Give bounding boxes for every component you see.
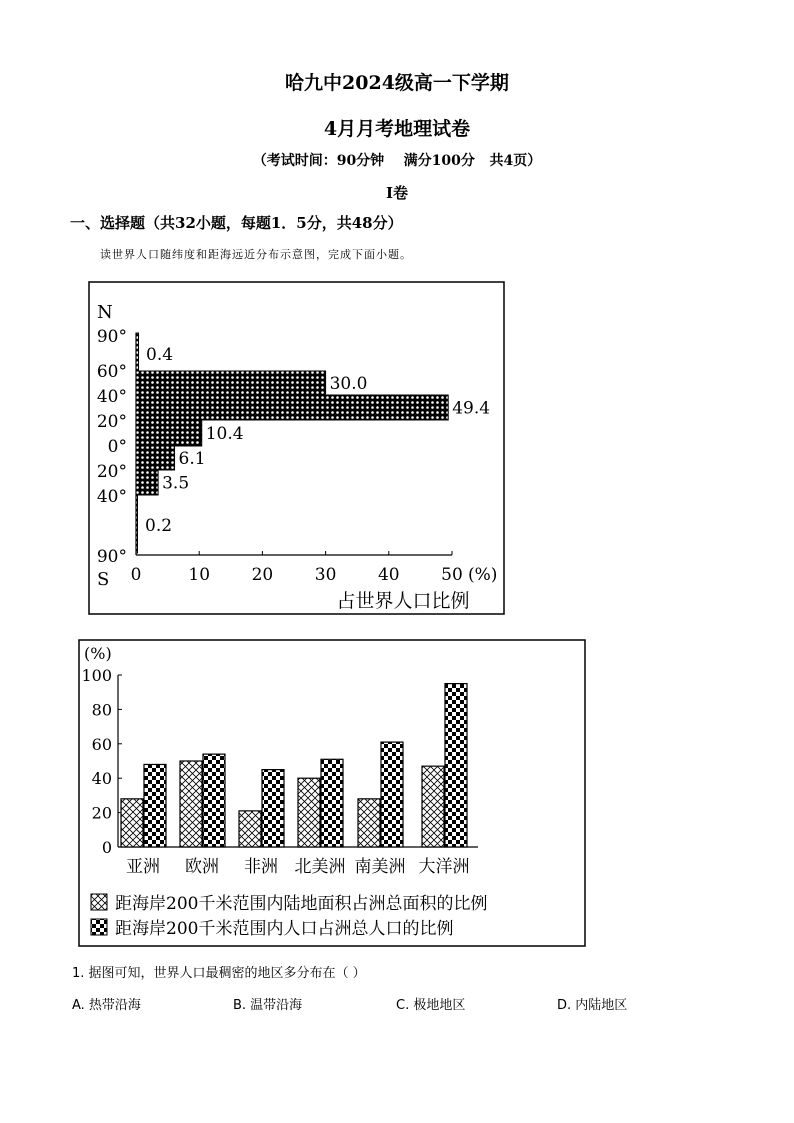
lat-tick-label: 90° xyxy=(96,547,127,567)
lat-tick-label: 20° xyxy=(96,412,127,432)
category-label: 大洋洲 xyxy=(418,857,470,877)
bar-value-label: 3.5 xyxy=(162,473,190,494)
x-tick-label: 50 xyxy=(441,565,463,585)
category-label: 亚洲 xyxy=(126,857,160,877)
category-label: 南美洲 xyxy=(354,857,406,877)
bar-value-label: 0.4 xyxy=(146,345,174,365)
category-label: 北美洲 xyxy=(294,857,346,877)
population-ratio-bar xyxy=(445,684,467,847)
population-ratio-bar xyxy=(203,754,225,847)
land-ratio-bar xyxy=(358,799,380,847)
land-ratio-bar xyxy=(121,799,143,847)
lat-tick-label: 40° xyxy=(96,387,127,407)
exam-title: 哈九中2024级高一下学期 xyxy=(285,72,509,94)
category-label: 非洲 xyxy=(244,857,278,877)
x-tick-label: 30 xyxy=(314,565,337,585)
option-c[interactable]: C. 极地地区 xyxy=(396,998,466,1013)
section-heading: 一、选择题（共32小题，每题1．5分，共48分） xyxy=(70,214,403,232)
x-tick-label: 0 xyxy=(130,565,142,585)
lat-tick-label: 20° xyxy=(96,462,127,482)
latitude-bar xyxy=(136,446,175,470)
volume-label: I卷 xyxy=(385,184,409,202)
latitude-bar xyxy=(136,395,448,420)
latitude-bar xyxy=(136,495,138,553)
bar-value-label: 30.0 xyxy=(329,374,368,394)
lat-tick-label: 40° xyxy=(96,487,127,507)
legend-label-land: 距海岸200千米范围内陆地面积占洲总面积的比例 xyxy=(115,894,488,914)
category-label: 欧洲 xyxy=(185,857,219,877)
y-tick-label: 0 xyxy=(101,838,112,857)
bar-value-label: 10.4 xyxy=(205,424,244,444)
option-a[interactable]: A. 热带沿海 xyxy=(72,998,141,1013)
option-d[interactable]: D. 内陆地区 xyxy=(557,998,628,1013)
y-tick-label: 60 xyxy=(91,734,112,754)
lat-tick-label: 0° xyxy=(107,437,127,457)
land-ratio-bar xyxy=(239,811,261,847)
chart-title: 占世界人口比例 xyxy=(336,590,470,612)
latitude-bar xyxy=(136,333,139,371)
land-ratio-bar xyxy=(298,778,320,847)
x-tick-label: 40 xyxy=(377,565,400,585)
legend-swatch-land xyxy=(91,894,107,910)
bar-value-label: 49.4 xyxy=(452,398,491,419)
y-tick-label: 80 xyxy=(91,700,112,720)
land-ratio-bar xyxy=(180,761,202,847)
legend-label-population: 距海岸200千米范围内人口占洲总人口的比例 xyxy=(115,919,454,939)
exam-info: （考试时间：90分钟 满分100分 共4页） xyxy=(252,153,542,169)
section-intro: 读世界人口随纬度和距海远近分布示意图，完成下面小题。 xyxy=(100,248,412,261)
population-ratio-bar xyxy=(144,764,166,847)
legend-swatch-population xyxy=(91,919,107,935)
latitude-bar xyxy=(136,371,326,395)
north-label: N xyxy=(97,302,113,323)
latitude-bar xyxy=(136,470,158,495)
population-ratio-bar xyxy=(262,770,284,847)
population-ratio-bar xyxy=(381,742,403,847)
y-unit-label: (%) xyxy=(84,644,112,663)
lat-tick-label: 90° xyxy=(96,327,127,347)
y-tick-label: 20 xyxy=(91,803,112,823)
exam-subtitle: 4月月考地理试卷 xyxy=(323,118,471,140)
bar-value-label: 0.2 xyxy=(145,516,173,536)
y-tick-label: 40 xyxy=(91,769,112,789)
population-ratio-bar xyxy=(321,759,343,847)
latitude-bar xyxy=(136,420,202,446)
lat-tick-label: 60° xyxy=(96,362,127,382)
x-unit-label: (%) xyxy=(468,565,498,585)
option-b[interactable]: B. 温带沿海 xyxy=(233,998,303,1013)
question-1-stem: 1. 据图可知，世界人口最稠密的地区多分布在（ ） xyxy=(72,966,366,981)
bar-value-label: 6.1 xyxy=(178,449,206,469)
y-tick-label: 100 xyxy=(81,666,112,685)
south-label: S xyxy=(97,569,110,590)
x-tick-label: 20 xyxy=(251,565,274,585)
land-ratio-bar xyxy=(422,766,444,847)
x-tick-label: 10 xyxy=(188,565,211,585)
